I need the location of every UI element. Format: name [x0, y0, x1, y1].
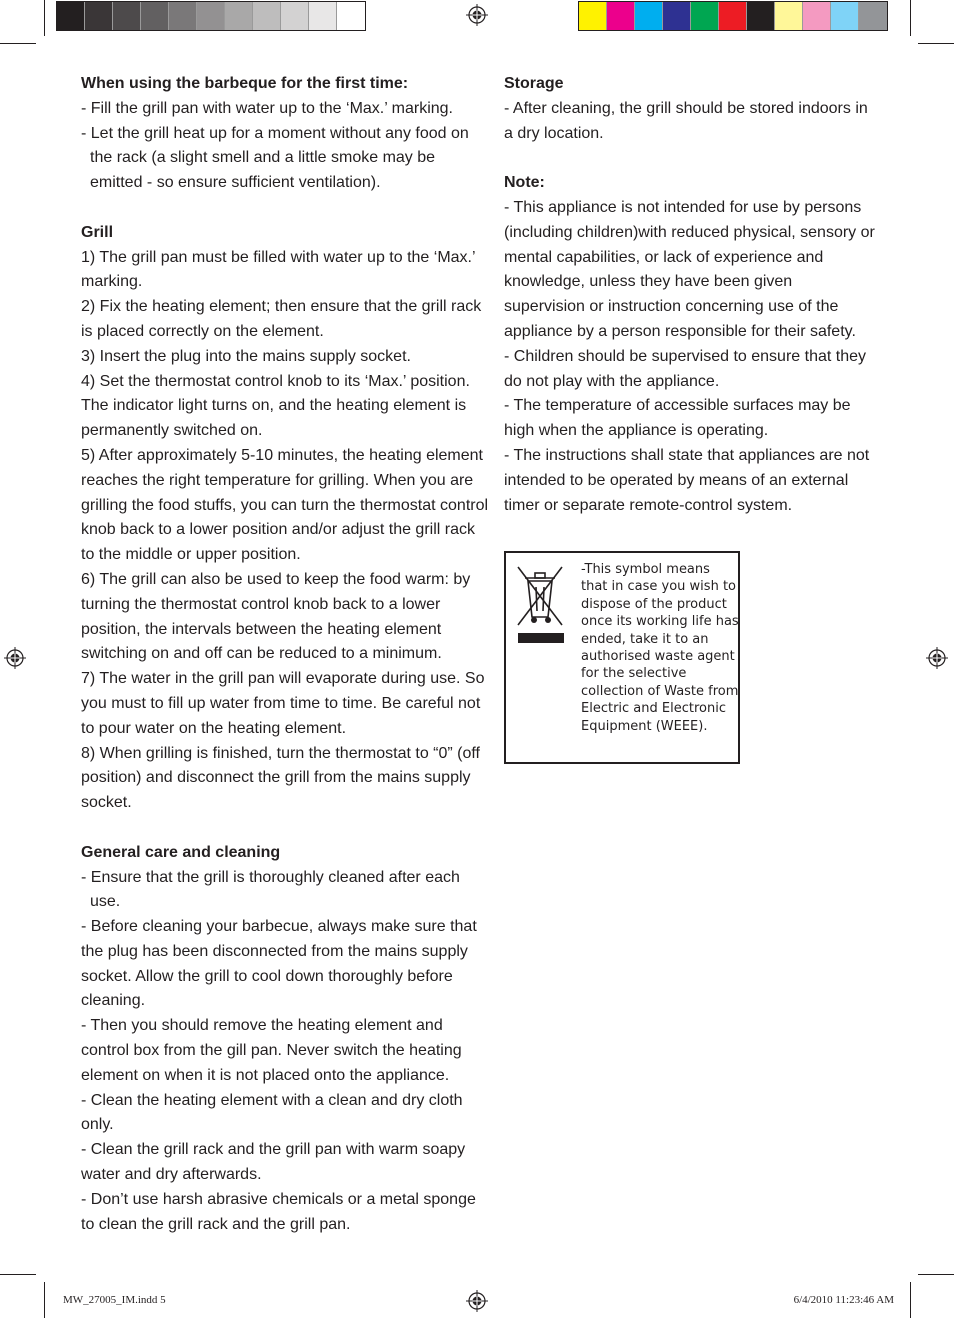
slug-file-name: MW_27005_IM.indd 5	[63, 1294, 166, 1306]
calibration-swatch	[141, 2, 169, 30]
registration-mark-icon	[926, 647, 948, 669]
crop-mark	[910, 0, 911, 36]
color-calibration-bar	[578, 1, 888, 31]
storage-text: - After cleaning, the grill should be stored indoors in a dry location.	[504, 99, 868, 142]
slug-timestamp: 6/4/2010 11:23:46 AM	[793, 1294, 894, 1306]
crop-mark	[918, 43, 954, 44]
calibration-swatch	[85, 2, 113, 30]
crop-mark	[918, 1274, 954, 1275]
first-time-item: - Fill the grill pan with water up to the ‘Max.’ marking.	[81, 99, 453, 117]
grill-step: 4) Set the thermostat control knob to its ‘Max.’ position. The indicator light turns on, and the heating element is permanently switched on.	[81, 372, 470, 440]
calibration-swatch	[775, 2, 803, 30]
calibration-swatch	[635, 2, 663, 30]
calibration-swatch	[747, 2, 775, 30]
calibration-swatch	[253, 2, 281, 30]
calibration-swatch	[309, 2, 337, 30]
note-item: - The instructions shall state that appliances are not intended to be operated by means of an external timer or separate remote-control system.	[504, 446, 870, 514]
care-item: - Clean the grill rack and the grill pan with warm soapy water and dry afterwards.	[81, 1141, 466, 1184]
registration-mark-icon	[466, 4, 488, 26]
crop-mark	[44, 1282, 45, 1318]
calibration-swatch	[831, 2, 859, 30]
calibration-swatch	[225, 2, 253, 30]
calibration-swatch	[337, 2, 365, 30]
note-item: - The temperature of accessible surfaces may be high when the appliance is operating.	[504, 397, 851, 440]
calibration-swatch	[113, 2, 141, 30]
grill-step: 6) The grill can also be used to keep the food warm: by turning the thermostat control knob back to a lower position, the intervals between the heating element switching on and off can be reduced to a minimum.	[81, 570, 471, 663]
grill-step: 8) When grilling is finished, turn the thermostat to “0” (off position) and disconnect the grill from the mains supply socket.	[81, 744, 480, 812]
calibration-swatch	[197, 2, 225, 30]
note-item: - This appliance is not intended for use by persons (including children)with reduced physical, sensory or mental capabilities, or lack of experience and knowledge, unless they have been given supervision or instruction concerning use of the appliance by a person responsible for their safety.	[504, 198, 875, 340]
calibration-swatch	[691, 2, 719, 30]
calibration-swatch	[859, 2, 887, 30]
care-item: - Clean the heating element with a clean and dry cloth only.	[81, 1091, 463, 1134]
registration-mark-icon	[4, 647, 26, 669]
calibration-swatch	[579, 2, 607, 30]
calibration-swatch	[607, 2, 635, 30]
care-item: - Before cleaning your barbecue, always make sure that the plug has been disconnected from the mains supply socket. Allow the grill to cool down thoroughly before cleaning.	[81, 918, 477, 1010]
calibration-swatch	[719, 2, 747, 30]
calibration-swatch	[803, 2, 831, 30]
care-item: - Then you should remove the heating element and control box from the gill pan. Never switch the heating element on when it is not placed onto the appliance.	[81, 1017, 462, 1084]
first-time-item: - Let the grill heat up for a moment without any food on the rack (a slight smell and a little smoke may be emitted - so ensure sufficient ventilation).	[81, 124, 469, 192]
grill-heading: Grill	[81, 223, 114, 241]
care-item: - Ensure that the grill is thoroughly cleaned after each use.	[81, 868, 460, 911]
calibration-swatch	[57, 2, 85, 30]
registration-mark-icon	[466, 1290, 488, 1312]
storage-heading: Storage	[504, 75, 564, 92]
grill-step: 5) After approximately 5-10 minutes, the heating element reaches the right temperature for grilling. When you are grilling the food stuffs, you can turn the thermostat control knob back to a lower position and/or adjust the grill rack to the middle or upper position.	[81, 446, 489, 564]
calibration-swatch	[281, 2, 309, 30]
grill-step: 2) Fix the heating element; then ensure that the grill rack is placed correctly on the element.	[81, 298, 482, 340]
weee-text: -This symbol means that in case you wish to dispose of the product once its working life has ended, take it to an authorised waste agent for the selective collection of Waste from Electric and Electronic Equipment (WEEE).	[581, 562, 739, 734]
care-item: - Don’t use harsh abrasive chemicals or a metal sponge to clean the grill rack and the grill pan.	[81, 1190, 476, 1233]
left-column	[81, 72, 491, 1237]
crop-mark	[0, 1274, 36, 1275]
care-heading: General care and cleaning	[81, 843, 281, 861]
grill-step: 3) Insert the plug into the mains supply socket.	[81, 347, 411, 365]
grayscale-calibration-bar	[56, 1, 366, 31]
crop-mark	[910, 1282, 911, 1318]
grill-step: 7) The water in the grill pan will evaporate during use. So you must to fill up water from time to time. Be careful not to pour water on the heating element.	[81, 670, 485, 737]
note-item: - Children should be supervised to ensure that they do not play with the appliance.	[504, 347, 866, 390]
first-time-heading: When using the barbeque for the first time:	[81, 75, 409, 92]
note-heading: Note:	[504, 174, 545, 192]
crop-mark	[44, 0, 45, 36]
crop-mark	[0, 43, 36, 44]
calibration-swatch	[663, 2, 691, 30]
weee-notice-box	[504, 551, 740, 764]
grill-step: 1) The grill pan must be filled with water up to the ‘Max.’ marking.	[81, 248, 475, 291]
right-column	[504, 72, 876, 518]
calibration-swatch	[169, 2, 197, 30]
crossed-out-wheelie-bin-icon	[514, 563, 566, 645]
